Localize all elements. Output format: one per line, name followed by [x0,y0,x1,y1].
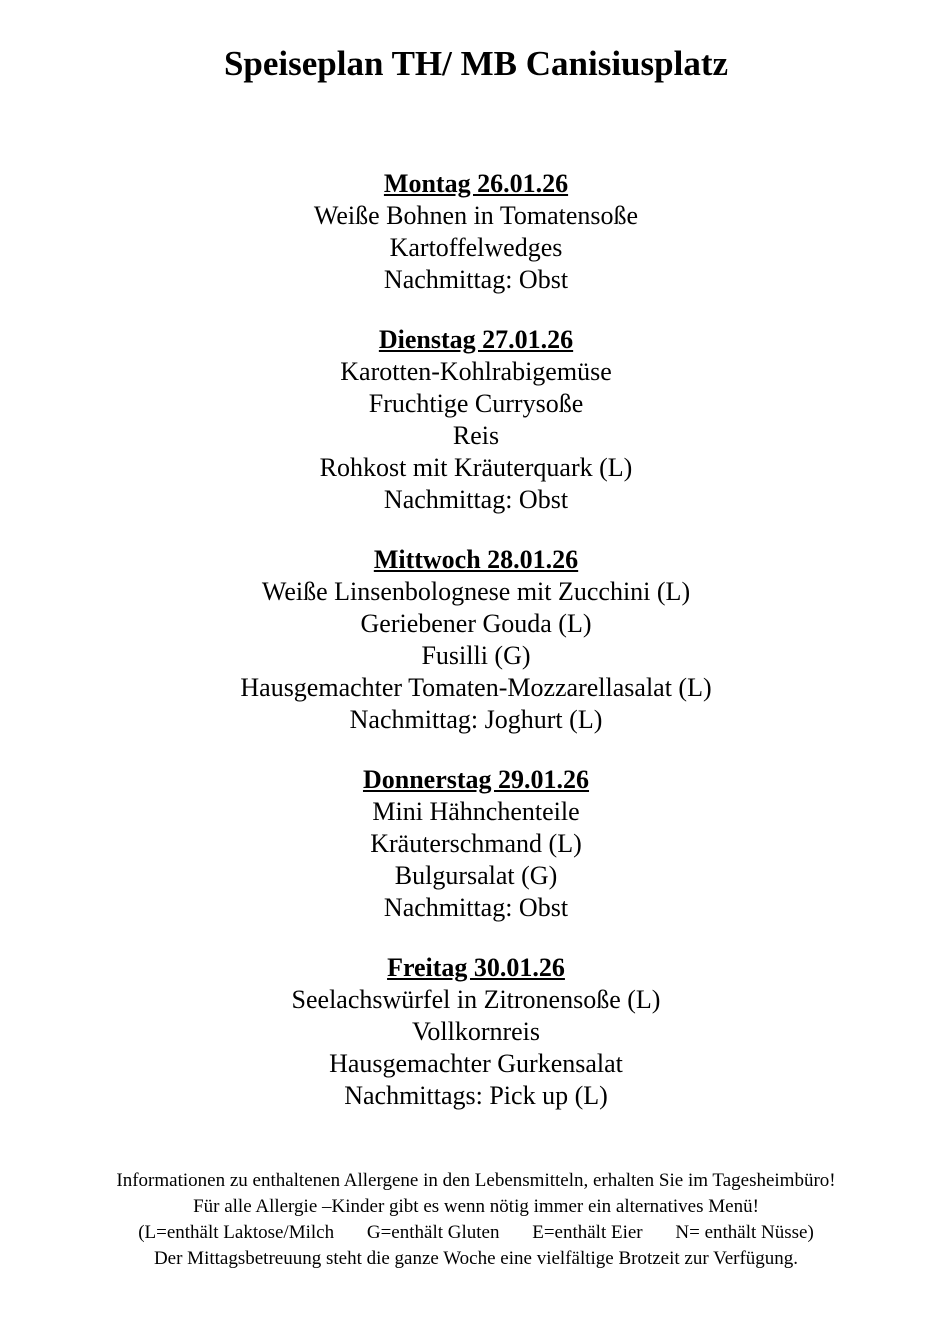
dish-item: Weiße Linsenbolognese mit Zucchini (L) [261,577,691,606]
dish-item: Fusilli (G) [421,641,531,670]
day-tuesday [0,324,952,516]
dish-item: Kartoffelwedges [389,233,563,262]
dish-item: Nachmittags: Pick up (L) [344,1081,608,1110]
day-heading: Mittwoch 28.01.26 [373,545,579,574]
dish-item: Reis [452,421,500,450]
alternative-menu-note: Für alle Allergie –Kinder gibt es wenn nötig immer ein alternatives Menü! [193,1196,759,1217]
allergen-footer [0,1168,952,1272]
page-title: Speiseplan TH/ MB Canisiusplatz [223,44,729,83]
legend-lactose: (L=enthält Laktose/Milch [138,1222,335,1243]
day-wednesday [0,544,952,736]
dish-item: Kräuterschmand (L) [370,829,582,858]
day-heading: Montag 26.01.26 [383,169,569,198]
dish-item: Mini Hähnchenteile [372,797,580,826]
legend-nuts: N= enthält Nüsse) [675,1222,814,1243]
dish-item: Vollkornreis [411,1017,541,1046]
day-thursday [0,764,952,924]
dish-item: Weiße Bohnen in Tomatensoße [313,201,639,230]
dish-item: Seelachswürfel in Zitronensoße (L) [291,985,661,1014]
allergen-info-text: Informationen zu enthaltenen Allergene in den Lebensmitteln, erhalten Sie im Tagesheimbüro! [116,1170,836,1191]
dish-item: Nachmittag: Joghurt (L) [349,705,603,734]
legend-eggs: E=enthält Eier [532,1222,643,1243]
snack-note: Der Mittagsbetreuung steht die ganze Woche eine vielfältige Brotzeit zur Verfügung. [153,1248,799,1269]
day-friday [0,952,952,1112]
day-heading: Dienstag 27.01.26 [378,325,574,354]
dish-item: Fruchtige Currysoße [368,389,584,418]
dish-item: Hausgemachter Gurkensalat [329,1049,623,1078]
dish-item: Karotten-Kohlrabigemüse [340,357,612,386]
menu-days [0,168,952,1140]
legend-gluten: G=enthält Gluten [366,1222,500,1243]
dish-item: Rohkost mit Kräuterquark (L) [319,453,633,482]
day-heading: Donnerstag 29.01.26 [362,765,590,794]
dish-item: Bulgursalat (G) [394,861,558,890]
dish-item: Nachmittag: Obst [383,265,569,294]
day-heading: Freitag 30.01.26 [387,953,565,982]
allergen-legend [0,1220,952,1246]
dish-item: Nachmittag: Obst [383,485,569,514]
day-monday [0,168,952,296]
dish-item: Nachmittag: Obst [383,893,569,922]
dish-item: Hausgemachter Tomaten-Mozzarellasalat (L) [240,673,712,702]
dish-item: Geriebener Gouda (L) [360,609,592,638]
